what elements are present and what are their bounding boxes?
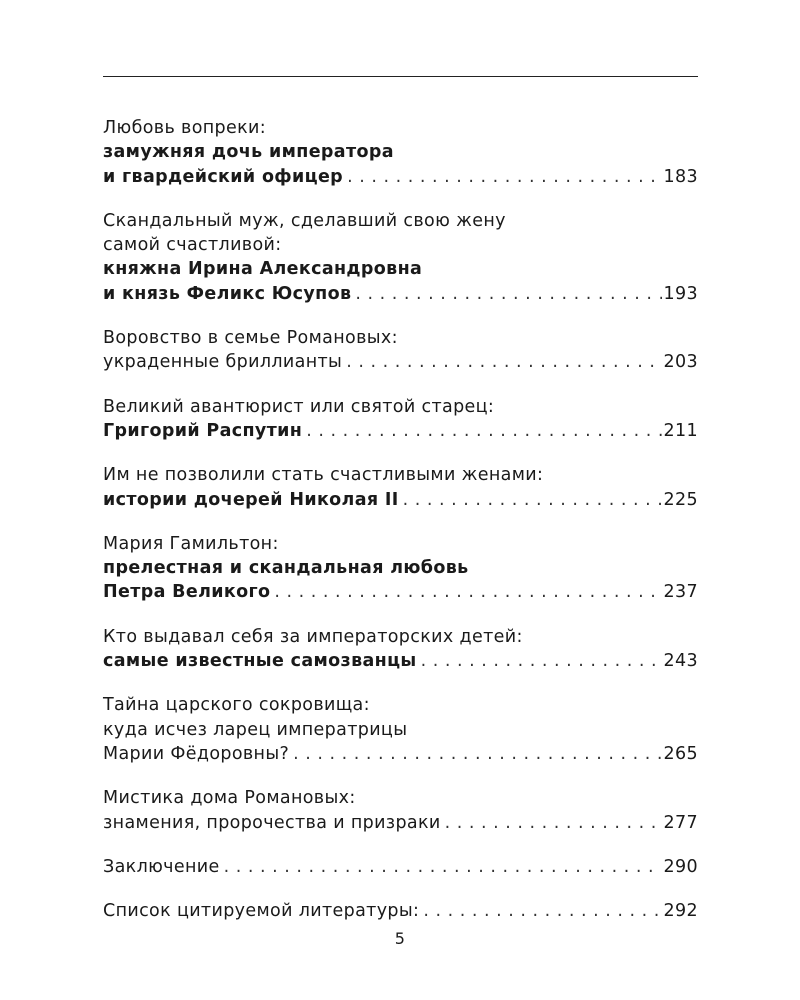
- toc-entry-5: [103, 463, 698, 512]
- toc-entry-line: Воровство в семье Романовых:: [103, 328, 398, 349]
- toc-entry-title: Список цитируемой литературы:: [103, 901, 420, 922]
- toc-entry-8: [103, 693, 698, 766]
- toc-entry-10: [103, 855, 698, 879]
- toc-entry-line: куда исчез ларец императрицы: [103, 719, 408, 740]
- toc-entry-last-line: [103, 855, 698, 879]
- toc-page-number: 290: [663, 856, 698, 877]
- toc-page-number: 243: [663, 651, 698, 672]
- toc-entry-line: Кто выдавал себя за императорских детей:: [103, 626, 523, 647]
- toc-entry-9: [103, 786, 698, 835]
- dot-leader: [441, 811, 662, 835]
- toc-page-number: 211: [663, 420, 698, 441]
- toc-entry-line: замужняя дочь императора: [103, 142, 394, 163]
- toc-page-number: 237: [663, 582, 698, 603]
- toc-entry-last-line: [103, 419, 698, 443]
- toc-entry-last-line: [103, 282, 698, 306]
- toc-page-number: 225: [663, 489, 698, 510]
- toc-entry-1: [103, 116, 698, 189]
- toc-entry-11: [103, 899, 698, 923]
- toc-page-number: 292: [663, 901, 698, 922]
- toc-entry-line: Скандальный муж, сделавший свою жену: [103, 210, 506, 231]
- dot-leader: [343, 165, 661, 189]
- toc-entry-last-line: [103, 165, 698, 189]
- toc-page-number: 193: [663, 283, 698, 304]
- toc-page-number: 277: [663, 812, 698, 833]
- toc-entry-line: Тайна царского сокровища:: [103, 695, 370, 716]
- toc-entry-title: Григорий Распутин: [103, 420, 303, 441]
- toc-entry-line: княжна Ирина Александровна: [103, 259, 423, 280]
- toc-entry-title: Заключение: [103, 856, 220, 877]
- toc-entry-title: и князь Феликс Юсупов: [103, 283, 352, 304]
- toc-page-number: 203: [663, 352, 698, 373]
- toc-entry-line: самой счастливой:: [103, 235, 282, 256]
- dot-leader: [342, 350, 661, 374]
- toc-entry-line: Любовь вопреки:: [103, 118, 267, 138]
- dot-leader: [289, 742, 661, 766]
- dot-leader: [399, 488, 662, 512]
- dot-leader: [220, 855, 662, 879]
- toc-entry-title: знамения, пророчества и призраки: [103, 812, 441, 833]
- page-number: 5: [394, 929, 406, 948]
- toc-entry-3: [103, 326, 698, 375]
- toc-entry-last-line: [103, 488, 698, 512]
- dot-leader: [417, 649, 662, 673]
- toc-entry-last-line: [103, 649, 698, 673]
- toc-entry-last-line: [103, 350, 698, 374]
- toc-entry-line: Мария Гамильтон:: [103, 533, 279, 554]
- toc-entry-title: истории дочерей Николая II: [103, 489, 399, 510]
- toc-entry-last-line: [103, 811, 698, 835]
- header-rule: [103, 76, 698, 77]
- toc-entry-line: Мистика дома Романовых:: [103, 788, 356, 809]
- toc-entry-title: украденные бриллианты: [103, 352, 343, 373]
- toc-entry-last-line: [103, 899, 698, 923]
- toc-entry-title: Петра Великого: [103, 582, 271, 603]
- toc-entry-last-line: [103, 742, 698, 766]
- toc-entry-title: самые известные самозванцы: [103, 651, 417, 672]
- toc-entry-4: [103, 395, 698, 444]
- toc-page-number: 265: [663, 743, 698, 764]
- toc-entry-line: Великий авантюрист или святой старец:: [103, 396, 495, 417]
- dot-leader: [419, 899, 661, 923]
- toc-entry-7: [103, 625, 698, 674]
- toc-page-number: 183: [663, 166, 698, 187]
- toc-entry-line: Им не позволили стать счастливыми женами:: [103, 465, 544, 486]
- table-of-contents: [103, 116, 698, 943]
- dot-leader: [270, 580, 661, 604]
- toc-entry-title: и гвардейский офицер: [103, 166, 344, 187]
- toc-entry-6: [103, 532, 698, 605]
- dot-leader: [302, 419, 661, 443]
- toc-entry-line: прелестная и скандальная любовь: [103, 558, 469, 579]
- toc-entry-2: [103, 209, 698, 306]
- toc-entry-last-line: [103, 580, 698, 604]
- dot-leader: [351, 282, 661, 306]
- toc-entry-title: Марии Фёдоровны?: [103, 743, 290, 764]
